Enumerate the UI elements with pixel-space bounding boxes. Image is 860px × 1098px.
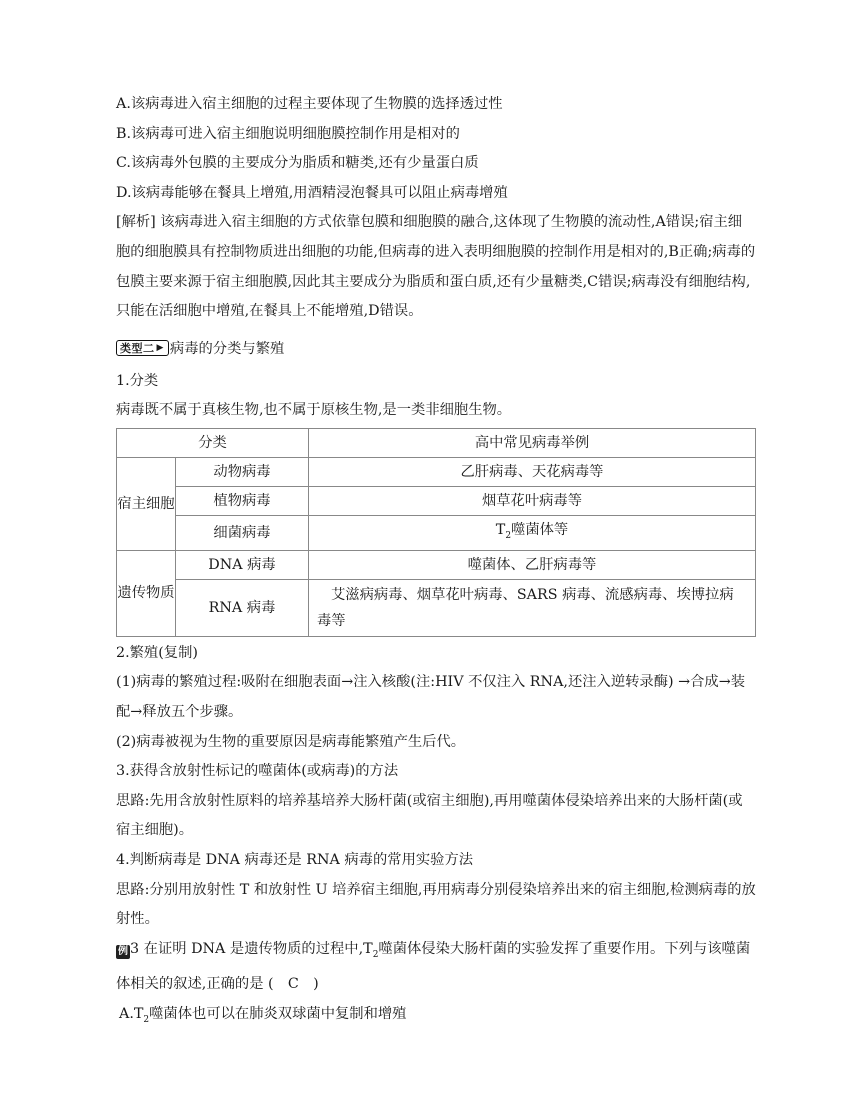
example-text: T	[495, 521, 506, 538]
section-1-intro: 病毒既不属于真核生物,也不属于原核生物,是一类非细胞生物。	[116, 402, 512, 419]
section-3-paragraph: 思路:先用含放射性原料的培养基培养大肠杆菌(或宿主细胞),再用噬菌体侵染培养出来的大肠杆菌(或宿主细胞)。	[116, 792, 743, 839]
option-b: B.该病毒可进入宿主细胞说明细胞膜控制作用是相对的	[116, 125, 460, 142]
option-subscript: 2	[143, 1014, 150, 1025]
example-subscript: 2	[505, 530, 512, 541]
type-title: 病毒的分类与繁殖	[169, 340, 285, 357]
section-3-heading: 3.获得含放射性标记的噬菌体(或病毒)的方法	[116, 763, 399, 780]
analysis-paragraph: [解析] 该病毒进入宿主细胞的方式依靠包膜和细胞膜的融合,这体现了生物膜的流动性,A错误;宿主细胞的细胞膜具有控制物质进出细胞的功能,但病毒的进入表明细胞膜的控制作用是相对的,B正确;病毒的包膜主要来源于宿主细胞膜,因此其主要成分为脂质和蛋白质,还有少量糖类,C错误;病毒没有细胞结构,只能在活细胞中增殖,在餐具上不能增殖,D错误。	[116, 214, 756, 320]
table-type-cell: 动物病毒	[176, 457, 309, 486]
triangle-right-icon: ▶	[156, 342, 164, 353]
table-example-cell: 噬菌体、乙肝病毒等	[309, 550, 756, 579]
table-header-cell: 高中常见病毒举例	[309, 428, 756, 457]
virus-classification-table	[116, 428, 756, 637]
example-text: 艾滋病病毒、烟草花叶病毒、SARS 病毒、流感病毒、埃博拉病毒等	[317, 586, 734, 629]
table-type-cell: RNA 病毒	[176, 579, 309, 636]
document-page	[116, 90, 756, 1035]
table-type-cell: DNA 病毒	[176, 550, 309, 579]
table-row	[117, 515, 756, 550]
example-number: 3	[130, 940, 140, 957]
section-4-paragraph: 思路:分别用放射性 T 和放射性 U 培养宿主细胞,再用病毒分别侵染培养出来的宿主细胞,检测病毒的放射性。	[116, 881, 756, 928]
table-example-cell	[309, 515, 756, 550]
table-type-cell: 细菌病毒	[176, 515, 309, 550]
table-row	[117, 550, 756, 579]
example-subscript: 2	[372, 949, 379, 960]
table-header-cell: 分类	[117, 428, 309, 457]
option-text: 噬菌体也可以在肺炎双球菌中复制和增殖	[149, 1005, 407, 1022]
section-4-heading: 4.判断病毒是 DNA 病毒还是 RNA 病毒的常用实验方法	[116, 851, 474, 868]
table-example-cell	[309, 579, 756, 636]
example-text: 在证明 DNA 是遗传物质的过程中,T	[139, 940, 373, 957]
type-tag	[116, 340, 169, 356]
table-row	[117, 486, 756, 515]
table-example-cell: 烟草花叶病毒等	[309, 486, 756, 515]
option-d: D.该病毒能够在餐具上增殖,用酒精浸泡餐具可以阻止病毒增殖	[116, 184, 508, 201]
option-a: A.该病毒进入宿主细胞的过程主要体现了生物膜的选择透过性	[116, 96, 503, 112]
table-row	[117, 579, 756, 636]
type-tag-label: 类型二	[120, 341, 155, 355]
section-2-paragraph-2: (2)病毒被视为生物的重要原因是病毒能繁殖产生后代。	[116, 733, 466, 750]
table-group-cell: 遗传物质	[117, 550, 176, 636]
example-question	[116, 935, 756, 1000]
example-text: 噬菌体侵染大肠杆菌的实验发挥了重要作用。下列与该噬菌体相关的叙述,正确的是 ( C )	[116, 940, 751, 993]
example-badge: 例	[118, 945, 128, 957]
type-heading	[116, 333, 756, 363]
example-text: 噬菌体等	[511, 521, 569, 538]
table-group-cell: 宿主细胞	[117, 457, 176, 550]
table-example-cell: 乙肝病毒、天花病毒等	[309, 457, 756, 486]
option-c: C.该病毒外包膜的主要成分为脂质和糖类,还有少量蛋白质	[116, 155, 479, 172]
section-1-heading: 1.分类	[116, 372, 159, 389]
section-2-heading: 2.繁殖(复制)	[116, 644, 198, 661]
table-row	[117, 457, 756, 486]
section-2-paragraph-1: (1)病毒的繁殖过程:吸附在细胞表面→注入核酸(注:HIV 不仅注入 RNA,还注入逆转录酶) →合成→装配→释放五个步骤。	[116, 674, 745, 720]
table-type-cell: 植物病毒	[176, 486, 309, 515]
table-header-row	[117, 428, 756, 457]
example-option-a	[116, 1000, 756, 1035]
option-text: A.T	[119, 1005, 144, 1022]
